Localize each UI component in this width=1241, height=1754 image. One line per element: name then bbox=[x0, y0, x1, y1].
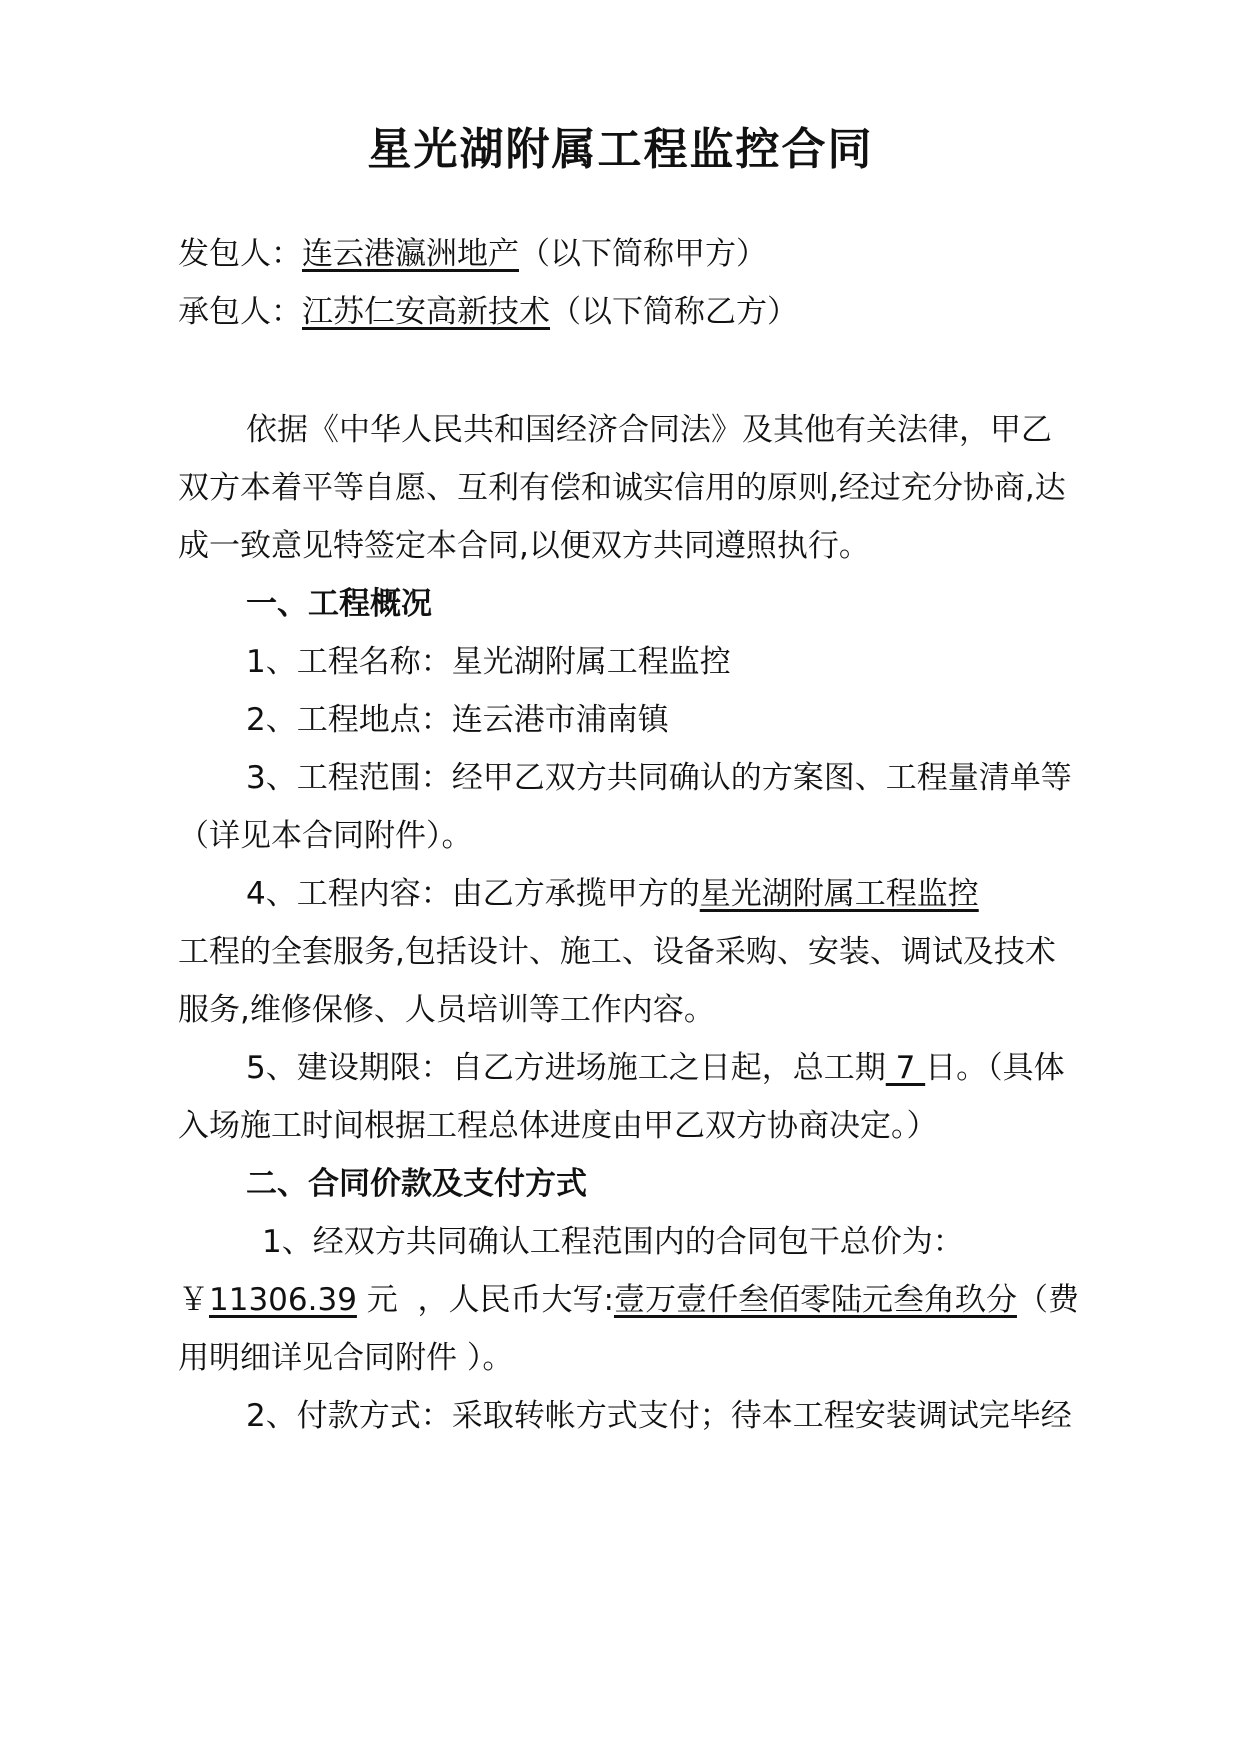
employer-name: 连云港瀛洲地产 bbox=[302, 236, 519, 272]
contractor-label: 承包人： bbox=[178, 294, 302, 330]
amount-in-words: 壹万壹仟叁佰零陆元叁角玖分 bbox=[613, 1282, 1017, 1318]
item-project-name: 1、工程名称：星光湖附属工程监控 bbox=[246, 644, 731, 680]
contractor-line bbox=[178, 290, 1138, 334]
preamble-line-3: 成一致意见特签定本合同,以便双方共同遵照执行。 bbox=[178, 528, 870, 564]
price-unit: 元 bbox=[366, 1282, 398, 1318]
item-project-scope-cont: （详见本合同附件）。 bbox=[178, 818, 473, 854]
item-construction-period bbox=[246, 1046, 1206, 1090]
contractor-name: 江苏仁安高新技术 bbox=[302, 294, 550, 330]
employer-label: 发包人： bbox=[178, 236, 302, 272]
period-suffix: 日。（具体 bbox=[925, 1050, 1065, 1086]
item-content-project: 星光湖附属工程监控 bbox=[699, 876, 979, 912]
item-contract-price-cont: 用明细详见合同附件 ）。 bbox=[178, 1340, 514, 1376]
item-contract-price: 1、经双方共同确认工程范围内的合同包干总价为： bbox=[262, 1224, 964, 1260]
item-construction-period-cont: 入场施工时间根据工程总体进度由甲乙双方协商决定。） bbox=[178, 1108, 938, 1144]
period-prefix: 5、建设期限：自乙方进场施工之日起，总工期 bbox=[246, 1050, 886, 1086]
employer-line bbox=[178, 232, 1138, 276]
contract-title: 星光湖附属工程监控合同 bbox=[367, 124, 874, 175]
section-2-heading: 二、合同价款及支付方式 bbox=[246, 1166, 587, 1202]
item-project-location: 2、工程地点：连云港市浦南镇 bbox=[246, 702, 669, 738]
price-tail: （费 bbox=[1016, 1282, 1079, 1318]
period-days: 7 bbox=[885, 1050, 926, 1086]
item-project-content-cont-1: 工程的全套服务,包括设计、施工、设备采购、安装、调试及技术 bbox=[178, 934, 1056, 970]
item-contract-price-amount bbox=[178, 1278, 1138, 1322]
preamble-line-2: 双方本着平等自愿、互利有偿和诚实信用的原则,经过充分协商,达 bbox=[178, 470, 1066, 506]
item-project-content-cont-2: 服务,维修保修、人员培训等工作内容。 bbox=[178, 992, 715, 1028]
price-amount: 11306.39 bbox=[209, 1282, 357, 1318]
currency-symbol: ￥ bbox=[178, 1282, 209, 1318]
section-1-heading: 一、工程概况 bbox=[246, 586, 432, 622]
contractor-suffix: （以下简称乙方） bbox=[550, 294, 798, 330]
preamble-line-1: 依据《中华人民共和国经济合同法》及其他有关法律，甲乙 bbox=[246, 412, 1052, 448]
item-content-prefix: 4、工程内容：由乙方承揽甲方的 bbox=[246, 876, 700, 912]
item-project-scope: 3、工程范围：经甲乙双方共同确认的方案图、工程量清单等 bbox=[246, 760, 1072, 796]
rmb-label: ，人民币大写: bbox=[417, 1282, 614, 1318]
employer-suffix: （以下简称甲方） bbox=[519, 236, 767, 272]
item-project-content bbox=[246, 872, 1206, 916]
item-payment-method: 2、付款方式：采取转帐方式支付；待本工程安装调试完毕经 bbox=[246, 1398, 1072, 1434]
